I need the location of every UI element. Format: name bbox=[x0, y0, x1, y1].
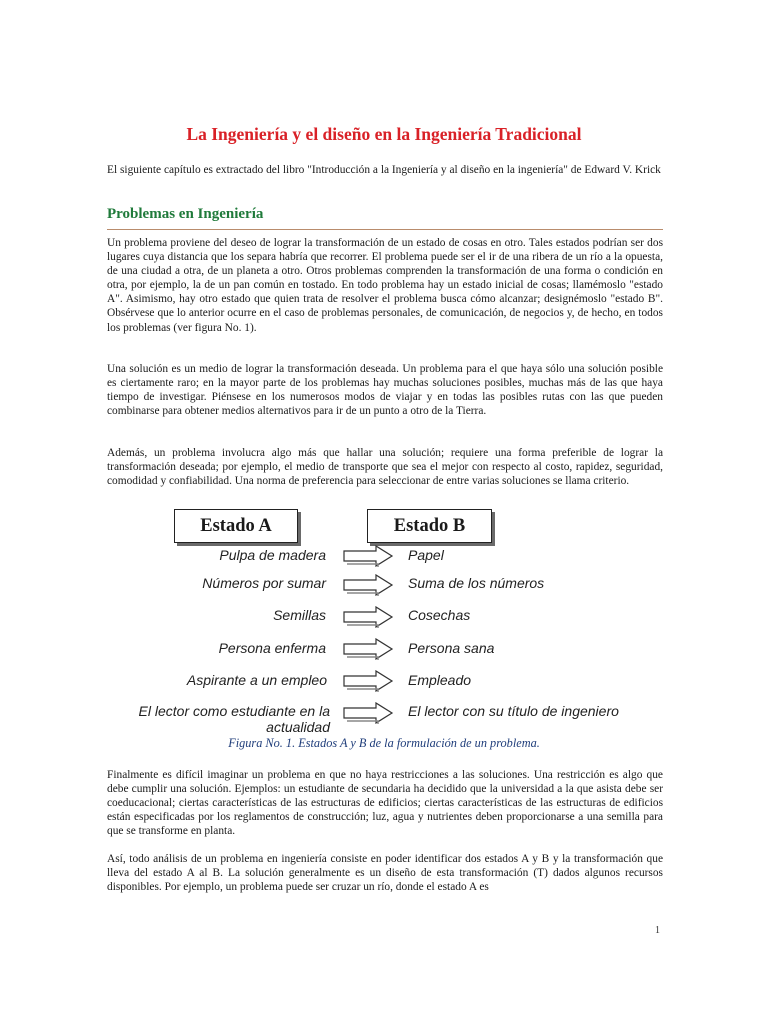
transform-arrow-icon bbox=[342, 638, 394, 660]
state-a-box: Estado A bbox=[174, 509, 298, 543]
transform-arrow-icon bbox=[342, 606, 394, 628]
figure-row bbox=[0, 703, 768, 737]
paragraph-1: Un problema proviene del deseo de lograr la transformación de un estado de cosas en otro. Tales estados podrían ser dos lugares cuya distancia que los separa habría que recorrer. El problema puede ser el ir de una ribera de un río a la opuesta, de una ciudad a otra, de un planeta a otro. Otros problemas comprenden la transformación de una forma o condición en otra, por ejemplo, la de un pan común en tostado. En todo problema hay un estado inicial de cosas; llamémoslo "estado A". Asimismo, hay otro estado que quien trata de resolver el problema busca cómo alcanzar; designémoslo "estado B". Obsérvese que lo anterior ocurre en el caso de problemas personales, de comunicación, de negocios y, de hecho, en todos los problemas (ver figura No. 1). bbox=[107, 237, 663, 334]
figure-row-to: El lector con su título de ingeniero bbox=[408, 703, 619, 719]
section-heading: Problemas en Ingeniería bbox=[107, 206, 264, 222]
figure-row-to: Suma de los números bbox=[408, 575, 545, 591]
figure-row bbox=[0, 672, 768, 696]
figure-row bbox=[0, 547, 768, 571]
state-b-box: Estado B bbox=[367, 509, 492, 543]
figure-row-to: Persona sana bbox=[408, 640, 495, 656]
page-title: La Ingeniería y el diseño en la Ingeniería Tradicional bbox=[186, 124, 582, 144]
figure-caption: Figura No. 1. Estados A y B de la formulación de un problema. bbox=[228, 736, 540, 750]
section-divider bbox=[107, 229, 663, 230]
figure-row-from: Persona enferma bbox=[218, 640, 326, 656]
paragraph-4: Finalmente es difícil imaginar un problema en que no haya restricciones a las soluciones. Una restricción es algo que debe cumplir una solución. Ejemplos: un estudiante de secundaria ha decidido que la universidad a la que asista debe ser coeducacional; ciertas características de las estructuras de edificios; ciertas características de las estructuras de edificios están especificadas por los reglamentos de construcción; luz, agua y nutrientes deben proporcionarse a una semilla para que se transforme en planta. bbox=[107, 769, 663, 838]
figure-row-from: Semillas bbox=[273, 607, 326, 623]
figure-row bbox=[0, 640, 768, 664]
figure-row-from: Aspirante a un empleo bbox=[186, 672, 327, 688]
paragraph-3: Además, un problema involucra algo más que hallar una solución; requiere una forma preferible de lograr la transformación deseada; por ejemplo, el medio de transporte que sea el mejor con respecto al costo, rapidez, seguridad, comodidad y confiabilidad. Una norma de preferencia para seleccionar de entre varias soluciones se llama criterio. bbox=[107, 447, 663, 488]
figure-row bbox=[0, 575, 768, 599]
figure-row-to: Cosechas bbox=[408, 607, 471, 623]
figure-row bbox=[0, 607, 768, 631]
paragraph-5: Así, todo análisis de un problema en ingeniería consiste en poder identificar dos estados A y B y la transformación que lleva del estado A al B. La solución generalmente es un diseño de esta transformación (T) dados algunos recursos disponibles. Por ejemplo, un problema puede ser cruzar un río, donde el estado A es bbox=[107, 853, 663, 894]
transform-arrow-icon bbox=[342, 545, 394, 567]
transform-arrow-icon bbox=[342, 670, 394, 692]
figure-row-from: El lector como estudiante en la actualidad bbox=[138, 703, 330, 735]
page-number: 1 bbox=[655, 925, 660, 936]
figure-row-to: Papel bbox=[408, 547, 444, 563]
transform-arrow-icon bbox=[342, 574, 394, 596]
figure-row-to: Empleado bbox=[408, 672, 472, 688]
figure-row-from: Números por sumar bbox=[202, 575, 326, 591]
intro-paragraph: El siguiente capítulo es extractado del libro "Introducción a la Ingeniería y al diseño en la ingeniería" de Edward V. Krick bbox=[107, 164, 661, 176]
paragraph-2: Una solución es un medio de lograr la transformación deseada. Un problema para el que haya sólo una solución posible es ciertamente raro; en la mayor parte de los problemas hay muchas soluciones posibles, muchas más de las que haya tiempo de investigar. Piénsese en los numerosos modos de viajar y en todas las posibles rutas con las que pueden combinarse para obtener medios alternativos para ir de un punto a otro de la Tierra. bbox=[107, 363, 663, 418]
transform-arrow-icon bbox=[342, 702, 394, 724]
figure-row-from: Pulpa de madera bbox=[219, 547, 326, 563]
